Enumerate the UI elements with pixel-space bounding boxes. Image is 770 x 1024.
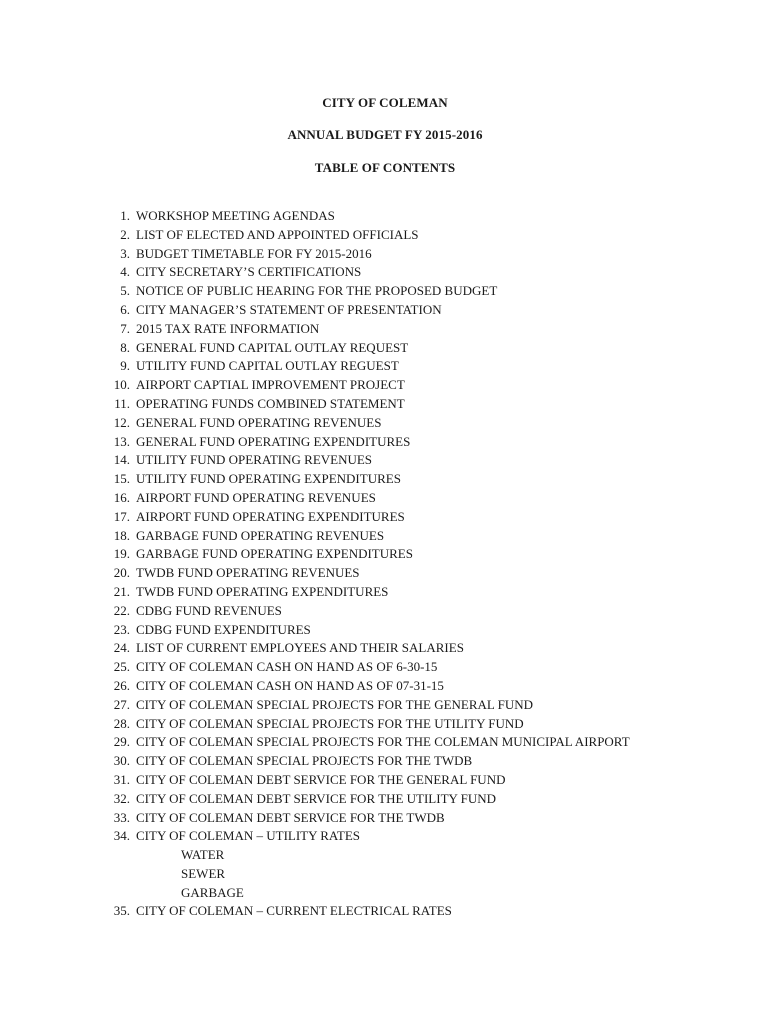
toc-item-number: 22. [113,602,130,618]
toc-item [106,621,746,640]
toc-subitem-label: WATER [181,847,225,863]
toc-heading: TABLE OF CONTENTS [314,160,456,175]
toc-item [106,752,746,771]
toc-item [106,451,746,470]
toc-item [106,207,746,226]
toc-subitem [106,846,746,865]
toc-item [106,433,746,452]
toc-item [106,827,746,846]
toc-item [106,508,746,527]
toc-item-title: WORKSHOP MEETING AGENDAS [136,208,335,223]
toc-item-title: UTILITY FUND OPERATING EXPENDITURES [136,471,401,487]
toc-item [106,809,746,828]
toc-item-number: 13. [113,433,130,449]
toc-item-number: 1. [120,208,130,223]
toc-subitem-label: SEWER [181,865,226,881]
toc-item-title: CITY OF COLEMAN CASH ON HAND AS OF 6-30-15 [136,659,438,675]
toc-item-number: 25. [113,659,130,675]
toc-item-number: 6. [120,301,130,317]
toc-item-number: 11. [114,395,130,411]
toc-item-title: CITY OF COLEMAN DEBT SERVICE FOR THE UTILITY FUND [136,790,497,806]
toc-item-number: 14. [113,452,130,468]
toc-item-number: 27. [113,696,130,712]
toc-item [106,357,746,376]
toc-item-number: 10. [113,377,130,393]
toc-item-number: 9. [120,358,130,374]
toc-item-title: CITY OF COLEMAN SPECIAL PROJECTS FOR THE UTILITY FUND [136,715,524,731]
toc-subitem [106,884,746,903]
toc-item-title: GENERAL FUND OPERATING EXPENDITURES [136,433,411,449]
toc-item [106,902,746,921]
toc-item-number: 17. [113,508,130,524]
toc-item-number: 24. [113,640,130,656]
toc-item-title: GENERAL FUND CAPITAL OUTLAY REQUEST [136,339,409,355]
toc-item-number: 23. [113,621,130,637]
toc-item [106,395,746,414]
toc-item-number: 35. [113,903,130,919]
toc-item-number: 3. [120,245,130,261]
toc-item [106,696,746,715]
toc-item-number: 4. [120,264,130,280]
toc-item-title: CDBG FUND REVENUES [136,602,282,618]
toc-item [106,733,746,752]
toc-item-title: CITY OF COLEMAN DEBT SERVICE FOR THE GENERAL FUND [136,771,506,787]
document-subtitle: ANNUAL BUDGET FY 2015-2016 [287,127,483,142]
toc-item-number: 26. [113,677,130,693]
toc-item [106,602,746,621]
toc-item [106,527,746,546]
toc-item-number: 33. [113,809,130,825]
toc-item-title: NOTICE OF PUBLIC HEARING FOR THE PROPOSED BUDGET [136,283,498,299]
toc-item-title: LIST OF ELECTED AND APPOINTED OFFICIALS [136,226,419,242]
toc-item-title: UTILITY FUND CAPITAL OUTLAY REGUEST [136,358,399,374]
toc-item [106,414,746,433]
toc-item-number: 28. [113,715,130,731]
toc-item-title: GARBAGE FUND OPERATING EXPENDITURES [136,546,413,562]
toc-item-number: 5. [120,283,130,299]
toc-item-number: 21. [113,583,130,599]
toc-item-number: 7. [120,320,130,336]
toc-item-title: CITY OF COLEMAN SPECIAL PROJECTS FOR THE GENERAL FUND [136,696,534,712]
toc-item [106,583,746,602]
toc-item-title: OPERATING FUNDS COMBINED STATEMENT [136,395,405,411]
toc-item-title: AIRPORT FUND OPERATING EXPENDITURES [136,508,405,524]
toc-item-title: CITY OF COLEMAN CASH ON HAND AS OF 07-31-15 [136,677,444,693]
toc-item [106,639,746,658]
toc-item [106,320,746,339]
toc-item-title: CITY OF COLEMAN – UTILITY RATES [136,828,360,844]
toc-item-number: 32. [113,790,130,806]
toc-item-title: CITY OF COLEMAN DEBT SERVICE FOR THE TWDB [136,809,445,825]
toc-item [106,245,746,264]
toc-item-number: 18. [113,527,130,543]
toc-item [106,282,746,301]
toc-item-number: 31. [113,771,130,787]
toc-item-title: CITY OF COLEMAN – CURRENT ELECTRICAL RATES [136,903,452,919]
toc-item-number: 34. [113,828,130,844]
document-title: CITY OF COLEMAN [322,95,448,110]
toc-item-number: 29. [113,734,130,750]
toc-item [106,658,746,677]
toc-item-title: GENERAL FUND OPERATING REVENUES [136,414,382,430]
toc-item-number: 16. [113,489,130,505]
toc-item [106,771,746,790]
toc-item [106,489,746,508]
toc-item-title: UTILITY FUND OPERATING REVENUES [136,452,373,468]
toc-item-number: 2. [120,226,130,242]
toc-item-title: BUDGET TIMETABLE FOR FY 2015-2016 [136,245,372,261]
toc-item-title: CITY MANAGER’S STATEMENT OF PRESENTATION [136,301,442,317]
toc-item-number: 30. [113,753,130,769]
toc-item [106,376,746,395]
toc-item-title: 2015 TAX RATE INFORMATION [136,320,320,336]
toc-item-title: GARBAGE FUND OPERATING REVENUES [136,527,385,543]
toc-item-title: CITY OF COLEMAN SPECIAL PROJECTS FOR THE COLEMAN MUNICIPAL AIRPORT [136,734,630,750]
toc-item [106,715,746,734]
toc-item-title: TWDB FUND OPERATING REVENUES [136,565,360,581]
toc-item [106,339,746,358]
toc-item-title: LIST OF CURRENT EMPLOYEES AND THEIR SALARIES [136,640,464,656]
toc-subitem [106,865,746,884]
toc-item-title: AIRPORT CAPTIAL IMPROVEMENT PROJECT [136,377,405,393]
toc-item-number: 8. [120,339,130,355]
toc-item [106,263,746,282]
toc-item [106,790,746,809]
toc-item [106,301,746,320]
toc-item [106,226,746,245]
toc-item-number: 12. [113,414,130,430]
toc-item-title: AIRPORT FUND OPERATING REVENUES [136,489,376,505]
toc-item-number: 19. [113,546,130,562]
toc-item [106,470,746,489]
table-of-contents-list [106,207,746,921]
toc-item-number: 20. [113,565,130,581]
toc-item-title: TWDB FUND OPERATING EXPENDITURES [136,583,389,599]
toc-item-title: CDBG FUND EXPENDITURES [136,621,311,637]
toc-item-title: CITY SECRETARY’S CERTIFICATIONS [136,264,362,280]
toc-item-title: CITY OF COLEMAN SPECIAL PROJECTS FOR THE TWDB [136,753,473,769]
toc-item [106,545,746,564]
toc-item [106,564,746,583]
toc-item [106,677,746,696]
toc-item-number: 15. [113,471,130,487]
toc-subitem-label: GARBAGE [181,884,244,900]
